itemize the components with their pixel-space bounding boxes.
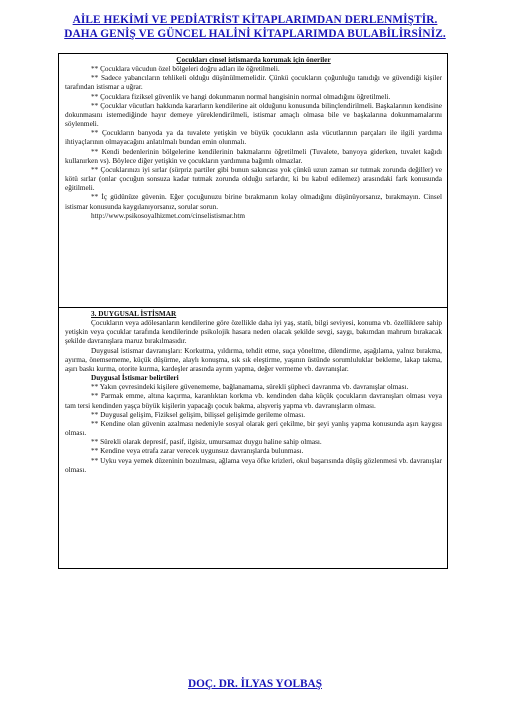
section2-title: 3. DUYGUSAL İSTİSMAR [91,310,177,318]
section1-title: Çocukları cinsel istismarda korumak için öneriler [176,56,331,64]
section1-paragraph: ** Kendi bedenlerinin bölgelerine kendilerinin bakmalarını öğretilmeli (Tuvalete, banyoya giderken, tuvalet kağıdı kullanırken vs). Böylece diğer yetişkin ve çocukların yardımına bağımlı olmazlar. [65,147,442,165]
section1-paragraph: ** Çocuklarınızı iyi sırlar (sürpriz partiler gibi bunun sakıncası yok çünkü uzun zaman sır tutmak zorunda değiller) ve kötü sırlar (onlar çocuğun sonsuza kadar tutmak zorunda olduğu sırlardır, ki bu kabul edilemez) arasındaki fark konusunda eğitilmeli. [65,165,442,193]
sign-item: ** Duygusal gelişim, Fiziksel gelişim, bilişsel gelişimde gerileme olması. [91,410,306,419]
section1-paragraph: ** Çocuklar vücutları hakkında kararların kendilerine ait olduğunu konusunda bilinçlendirilmeli. Başkalarının kendisine dokunmasını istemediğinde hayır demeye yüreklendirilmeli, istismar amaçlı olmasa bile ve başkalarına dokunmamalarını söylenmeli. [65,101,442,129]
section-emotional-abuse [58,307,448,569]
section-child-protection [58,53,448,308]
section1-paragraph: ** Çocuklara fiziksel güvenlik ve hangi dokunmanın normal hangisinin normal olmadığını öğretilmeli. [91,92,391,101]
document-header [0,14,510,41]
sign-item: ** Uyku veya yemek düzeninin bozulması, ağlama veya öfke krizleri, okul başarısında düşüş gözlenmesi vb. davranışlar olması. [65,456,442,474]
section2-paragraph: Duygusal istismar davranışları: Korkutma, yıldırma, tehdit etme, suça yöneltme, dilendirme, aşağılama, yalnız bırakma, ayırma, önemsememe, küçük düşürme, alaylı konuşma, sık sık eleştirme, yaşının üstünde sorumluluklar bekleme, lakap takma, aşırı baskı kurma, otorite kurma, kardeşler arasında ayrım yapma, değer vermeme vb. davranışlar. [65,346,442,373]
sign-item: ** Kendine olan güvenin azalması nedeniyle sosyal olarak geri çekilme, bir şeyi yanlış yapma konusunda aşırı kaygısı olması. [65,419,442,438]
section2-subtitle: Duygusal İstismar belirtileri [91,374,179,383]
sign-item: ** Sürekli olarak depresif, pasif, ilgisiz, umursamaz duygu haline sahip olması. [91,438,322,447]
sign-item: ** Kendine veya etrafa zarar verecek uygunsuz davranışlarda bulunması. [91,447,304,456]
sign-item: ** Yakın çevresindeki kişilere güvenememe, bağlanamama, sürekli şüpheci davranma vb. davranışlar olması. [91,383,409,392]
section1-paragraph: ** Çocukların banyoda ya da tuvalete yetişkin ve büyük çocukların asla vücutlarının parçaları ile ilgili yardıma ihtiyaçlarının olmayacağını anlatılmalı bundan emin olunmalı. [65,129,442,147]
section1-paragraph: ** Çocuklara vücudun özel bölgeleri doğru adları ile öğretilmeli. [91,65,280,74]
header-line-2: DAHA GENİŞ VE GÜNCEL HALİNİ KİTAPLARIMDA BULABİLİRSİNİZ. [64,27,446,40]
author-signature: DOÇ. DR. İLYAS YOLBAŞ [187,678,323,690]
section1-paragraph: ** Sadece yabancıların tehlikeli olduğu düşünülmemelidir. Çünkü çocukların çoğunluğu tanıdığı ve güvendiği kişiler tarafından istismar a uğrar. [65,74,442,92]
header-line-1: AİLE HEKİMİ VE PEDİATRİST KİTAPLARIMDAN DERLENMİŞTİR. [72,14,438,26]
source-url: http://www.psikosoyalhizmet.com/cinselistismar.htm [91,211,245,220]
section1-paragraph: ** İç güdünüze güvenin. Eğer çocuğunuzu birine bırakmanın kolay olmadığını düşünüyorsanız, bırakmayın. Cinsel istismar konusunda kaygılanıyorsanız, sorular sorun. [65,193,442,211]
section2-paragraph: Çocukların veya adölesanların kendilerine göre özellikle daha iyi yaş, statü, bilgi seviyesi, konuma vb. özelliklere sahip yetişkin veya çocuklar tarafında kendilerinde psikolojik hasara neden olacak şekilde sevgi, saygı, bakımdan mahrum bırakacak şekilde davranışlara maruz bırakılmasıdır. [65,319,442,346]
sign-item: ** Parmak emme, altına kaçırma, karanlıktan korkma vb. kendinden daha küçük çocukların davranışları olması veya tam tersi kendinden yaşça büyük kişilerin yapacağı çocuk bakma, alışveriş yapma vb. davranışların olması. [65,392,442,410]
